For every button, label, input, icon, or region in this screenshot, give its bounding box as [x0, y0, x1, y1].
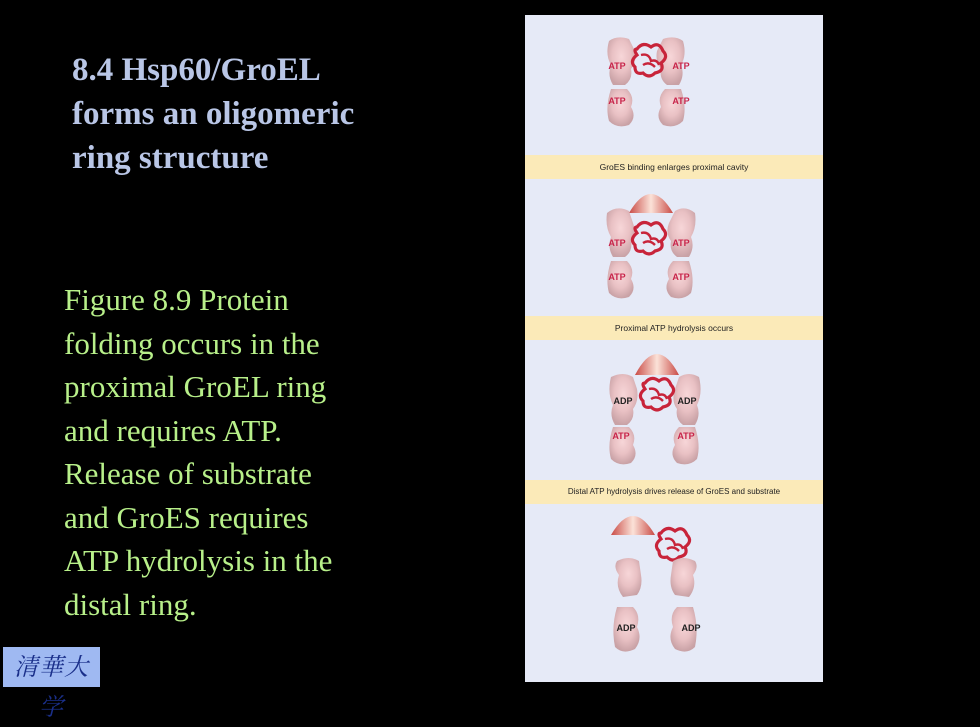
nucleotide-label: ATP — [608, 61, 626, 71]
substrate-protein — [641, 233, 659, 245]
groes-cap — [629, 194, 673, 213]
substrate-protein — [656, 528, 689, 560]
nucleotide-label: ATP — [672, 272, 690, 282]
slide-title — [72, 48, 472, 180]
step-banner: GroES binding enlarges proximal cavity — [525, 155, 823, 179]
caption-line: Release of substrate — [64, 456, 312, 491]
title-line: ring structure — [72, 140, 269, 176]
substrate-protein — [641, 55, 659, 67]
nucleotide-label: ADP — [681, 623, 701, 633]
caption-line: and GroES requires — [64, 499, 309, 535]
nucleotide-label: ATP — [608, 238, 626, 248]
caption-line: proximal GroEL ring — [64, 369, 327, 404]
university-logo — [3, 647, 100, 721]
nucleotide-label: ADP — [613, 396, 633, 406]
groel-subunit — [658, 89, 684, 126]
groel-cycle-figure — [525, 15, 823, 682]
stage-1 — [607, 37, 684, 126]
groel-subunit — [667, 208, 695, 257]
caption-line: Figure 8.9 Protein — [64, 282, 289, 317]
step-banner: Proximal ATP hydrolysis occurs — [525, 316, 823, 340]
nucleotide-label: ATP — [672, 61, 690, 71]
substrate-protein — [632, 222, 665, 254]
substrate-protein — [649, 389, 667, 401]
groel-subunit — [607, 89, 633, 126]
nucleotide-label: ATP — [672, 96, 690, 106]
nucleotide-label: ADP — [616, 623, 636, 633]
groel-subunit — [615, 558, 641, 597]
figure-caption — [64, 278, 424, 626]
caption-line: folding occurs in the — [64, 325, 320, 361]
caption-line: ATP hydrolysis in the — [64, 543, 333, 578]
nucleotide-label: ATP — [672, 238, 690, 248]
nucleotide-label: ADP — [677, 396, 697, 406]
caption-line: and requires ATP. — [64, 412, 282, 448]
groes-cap — [635, 354, 679, 375]
stage-3 — [609, 354, 700, 464]
nucleotide-label: ATP — [608, 96, 626, 106]
logo-text: 清華大学 — [14, 653, 89, 721]
groel-subunit — [607, 208, 635, 257]
caption-line: distal ring. — [64, 586, 197, 622]
substrate-protein — [640, 378, 673, 410]
nucleotide-label: ATP — [612, 431, 630, 441]
groel-cycle-diagram — [525, 15, 823, 682]
title-line: forms an oligomeric — [72, 96, 355, 132]
nucleotide-label: ATP — [608, 272, 626, 282]
nucleotide-label: ATP — [677, 431, 695, 441]
step-banner: Distal ATP hydrolysis drives release of GroES and substrate — [525, 480, 823, 504]
title-line: 8.4 Hsp60/GroEL — [72, 52, 321, 88]
groes-cap — [611, 516, 655, 535]
substrate-protein — [665, 539, 683, 551]
groel-subunit — [671, 558, 697, 597]
